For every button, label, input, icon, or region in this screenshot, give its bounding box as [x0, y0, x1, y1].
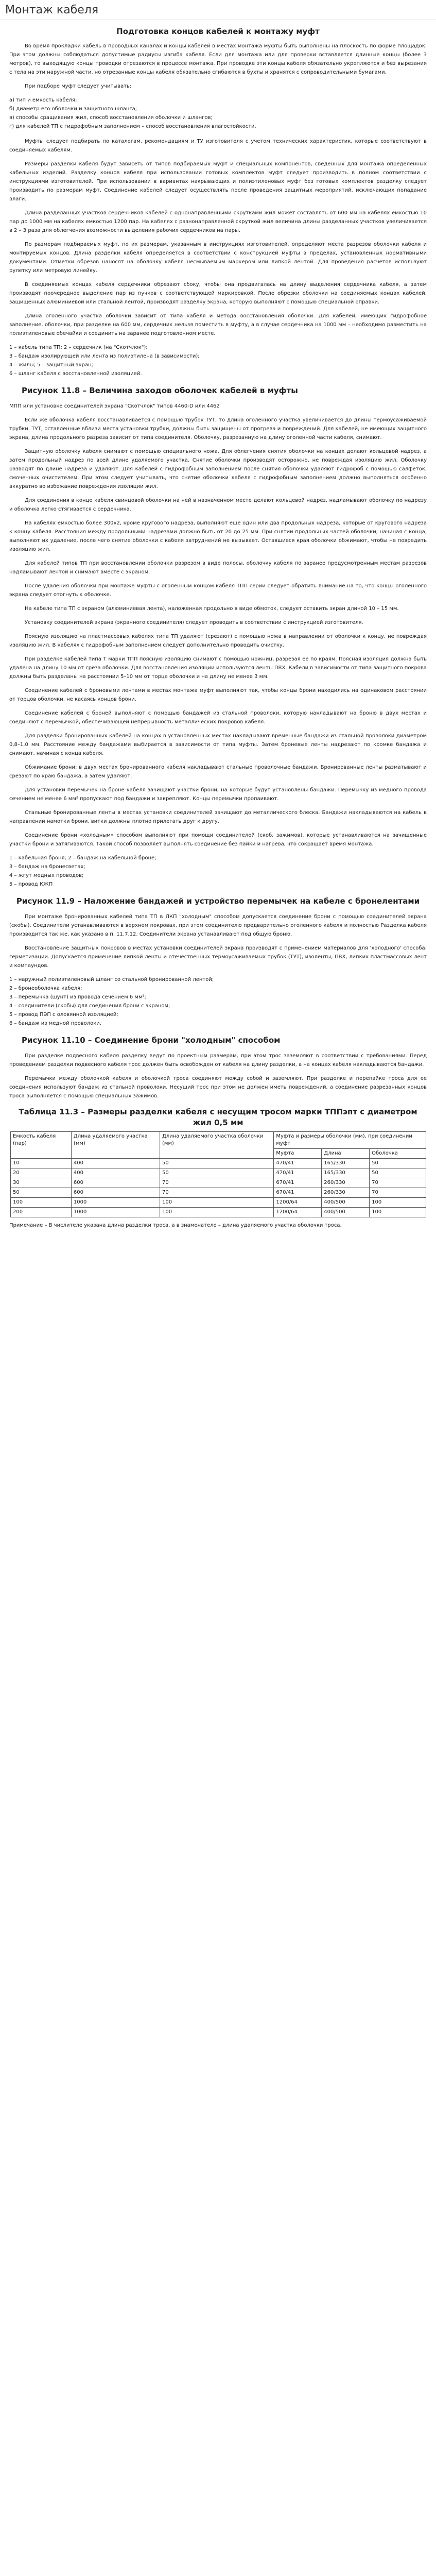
table-row [11, 1208, 426, 1217]
table-header-cell: Муфта [274, 1149, 322, 1159]
paragraph-block [9, 1052, 427, 1100]
table-cell: 400 [71, 1168, 160, 1178]
paragraph: Стальные бронированные ленты в местах установки соединителей зачищают до металлического блеска. Бандажи накладываются на кабель в направлении намотки брони, витки должны плотно прилегать друг к другу. [9, 810, 427, 824]
table-cell: 50 [370, 1159, 426, 1168]
table-cell: 30 [11, 1178, 72, 1188]
table-cell: 70 [370, 1188, 426, 1198]
table-cell: 670/41 [274, 1188, 322, 1198]
list-item: г) для кабелей ТП с гидрофобным заполнением – способ восстановления влагостойкости. [9, 124, 256, 129]
table-cell: 400/500 [322, 1208, 370, 1217]
paragraph: Соединение брони «холодным» способом выполняют при помощи соединителей (скоб, зажимов), которые устанавливаются на зачищенные участки брони и затягиваются. Такой способ позволяет выполнять соединение без пайки и нагрева, что сокращает время монтажа. [9, 833, 427, 847]
table-cell: 100 [160, 1198, 274, 1208]
table-note: Примечание – В числителе указана длина разделки троса, а в знаменателе – длина удаляемого участка оболочки троса. [9, 1223, 342, 1228]
paragraph: Поясную изоляцию на пластмассовых кабелях типа ТП удаляют (срезают) с помощью ножа в направлении от оболочки к концу, не повреждая изоляцию жил. В кабелях с гидрофобным заполнением следует дополнительно проводить очистку. [9, 634, 427, 648]
list-item: б) диаметр его оболочки и защитного шланга; [9, 106, 137, 112]
legend-item: 6 – бандаж из медной проволоки. [9, 1021, 101, 1026]
table-cell: 50 [370, 1168, 426, 1178]
legend-item: 4 – соединители (скобы) для соединения брони с экраном; [9, 1003, 170, 1009]
table-cell: 600 [71, 1188, 160, 1198]
table-cell: 50 [160, 1168, 274, 1178]
table-cell: 100 [11, 1198, 72, 1208]
paragraph: При подборе муфт следует учитывать: [25, 83, 132, 89]
legend-item: 6 – шланг кабеля с восстановленной изоляцией. [9, 371, 142, 377]
paragraph: В соединяемых концах кабеля сердечники обрезают сбоку, чтобы она продвигалась на длину выделения сердечника кабеля, а затем производят поочередное выделение пар из пучков с соответствующей маркировкой. После обрезки оболочки на соединяемых концах кабелей, защищенных алюминиевой или стальной лентой, производят разделку экрана, которую выполняют с помощью специальной оправки. [9, 282, 427, 305]
table-row [11, 1159, 426, 1168]
legend-item: 5 – провод ПЭП с оловянной изоляцией; [9, 1012, 118, 1018]
paragraph: По размерам подбираемых муфт, по их размерам, указанным в инструкциях изготовителей, определяют места разрезов оболочки кабеля и монтируемых концов. Длина разделки кабеля определяется в соответствии с конструкцией муфты в пределах, установленных нормативными документами. Отметки обрезов наносят на оболочку кабеля несмываемым маркером или липкой лентой. Для проведения расчетов используют рулетку или метровую линейку. [9, 242, 427, 274]
figure-caption: Рисунок 11.10 – Соединение брони "холодным" способом [22, 1036, 281, 1045]
table-cell: 670/41 [274, 1178, 322, 1188]
table-title: Таблица 11.3 – Размеры разделки кабеля с несущим тросом марки ТППэпт с диаметром жил 0,5 мм [19, 1107, 417, 1127]
table-cell: 470/41 [274, 1168, 322, 1178]
paragraph: Перемычки между оболочкой кабеля и оболочкой троса соединяют между собой и заземляют. При разделке и перепайке троса для ее соединения используют бандаж из стальной проволоки. Несущий трос при этом не должен иметь повреждений, а соединение разрезанных концов троса выполняется с помощью специальных зажимов. [9, 1076, 427, 1099]
table-header-cell: Емкость кабеля (пар) [11, 1132, 72, 1159]
figure-legend [9, 343, 427, 378]
paragraph: Для кабелей типов ТП при восстановлении оболочки разрезом в виде полосы, оболочку кабеля по заранее предусмотренным местам разрезов надламывают лентой и снимают вместе с экраном. [9, 561, 427, 575]
table-cell: 200 [11, 1208, 72, 1217]
legend-item: 4 – жгут медных проводов; [9, 873, 84, 878]
figure-caption: Рисунок 11.8 – Величина заходов оболочек кабелей в муфты [22, 386, 298, 395]
paragraph: После удаления оболочки при монтаже муфты с оголенным концом кабеля ТПП серии следует обратить внимание на то, что концы оголенного экрана следует отогнуть к оболочке. [9, 583, 427, 598]
paragraph: Защитную оболочку кабеля снимают с помощью специального ножа. Для облегчения снятия оболочки на концах делают кольцевой надрез, а затем продольный надрез по всей длине удаляемого участка. Снятие оболочки производят осторожно, не повреждая изоляцию жил. Оболочку разводят по длине надреза и удаляют. Для кабелей с гидрофобным заполнением после снятия оболочки удаляют гидрофоб с помощью салфеток, смоченных очистителем. При этом следует учитывать, что снятие оболочки кабеля с гидрофобным заполнением должно выполняться особенно аккуратно во избежание повреждения изоляции жил. [9, 449, 427, 489]
paragraph: Для установки перемычек на броне кабеля зачищают участки брони, на которые будут установлены бандажи. Перемычку из медного провода сечением не менее 6 мм² пропускают под бандажи и закрепляют. Концы перемычки пропаивают. [9, 787, 427, 802]
page-title: Монтаж кабеля [0, 0, 436, 20]
table-header-cell: Оболочка [370, 1149, 426, 1159]
paragraph: МПП или установке соединителей экрана "Скотчлок" типов 4460-D или 4462 [9, 403, 220, 409]
legend-item: 1 – кабель типа ТП; 2 – сердечник (на "Скотчлок"); [9, 345, 148, 350]
muff-selection-list [9, 96, 427, 131]
legend-item: 1 – наружный полиэтиленовый шланг со стальной бронированной лентой; [9, 977, 214, 982]
table-row [11, 1178, 426, 1188]
paragraph: Размеры разделки кабеля будут зависеть от типов подбираемых муфт и специальных компонентов, сведенных для монтажа определенных кабельных изделий. Разделку концов кабеля при использовании готовых комплектов муфт следует производить в полном соответствии с инструкциями изготовителей. При использовании в вариантах накрывающих и полиэтиленовых муфт без готовых комплектов разделку следует производить по размерам муфт. Соединение кабелей следует осуществлять после проведения защитных мероприятий, исключающих попадание влаги. [9, 161, 427, 202]
paragraph: При монтаже бронированных кабелей типа ТП в ЛКП "холодным" способом допускается соединение брони с помощью соединителей экрана (скобы). Соединители устанавливаются в верхнем покровах, при этом соединителю предварительно оголенного кабеля и полностью Разделка кабеля производится так же, как указано в п. 11.7.12. Соединители экрана устанавливают под общую броню. [9, 914, 427, 937]
paragraph: Для соединения в конце кабеля свинцовой оболочки на ней в назначенном месте делают кольцевой надрез, надламывают оболочку по надрезу и оболочка легко стягивается с сердечника. [9, 498, 427, 512]
legend-item: 3 – бандаж изолирующей или лента из полиэтилена (в зависимости); [9, 353, 200, 359]
table-cell: 50 [11, 1188, 72, 1198]
paragraph: Установку соединителей экрана (экранного соединителя) следует проводить в соответствии с инструкцией изготовителя. [25, 620, 363, 625]
article-content [0, 26, 436, 1230]
paragraph-block [9, 42, 427, 91]
table-cell: 470/41 [274, 1159, 322, 1168]
legend-item: 4 – жилы; 5 – защитный экран; [9, 362, 93, 368]
table-row [11, 1168, 426, 1178]
table-cell: 70 [160, 1178, 274, 1188]
legend-item: 3 – перемычка (шунт) из провода сечением 6 мм²; [9, 994, 146, 1000]
table-cell: 100 [370, 1198, 426, 1208]
table-cell: 10 [11, 1159, 72, 1168]
figure-legend [9, 854, 427, 889]
paragraph: При разделке подвесного кабеля разделку ведут по проектным размерам, при этом трос заземляют в соответствии с требованиями. Перед проведением разделки подвесного кабеля трос должен быть освобожден от кабеля на длину разделки, а на концах кабеля накладываются бандажи. [9, 1053, 427, 1067]
paragraph: Обжимание брони: в двух местах бронированного кабеля накладывают стальные проволочные бандажи. Бронированные ленты разматывают и срезают по краю бандажа, а затем удаляют. [9, 765, 427, 779]
paragraph: Восстановление защитных покровов в местах установки соединителей экрана производят с применением материалов для 'холодного' способа: герметизации. Допускается применение липкой ленты и отечественных термоусаживаемых трубок (ТУТ), изоленты, ПВХ, липких пластмассовых лент и компаундов. [9, 945, 427, 969]
table-header-cell: Муфта и размеры оболочки (мм), при соединении муфт [274, 1132, 426, 1149]
legend-item: 5 – провод КЖП [9, 882, 53, 887]
paragraph: Для разделки бронированных кабелей на концах в установленных местах накладывают временные бандажи из стальной проволоки диаметром 0,8–1,0 мм. Расстояние между бандажами выбирается в зависимости от типа муфты. Затем броневые ленты надрезают по кромке бандажа и снимают, начиная с конца кабеля. [9, 733, 427, 756]
table-cell: 600 [71, 1178, 160, 1188]
table-cell: 400/500 [322, 1198, 370, 1208]
paragraph: Длина оголенного участка оболочки зависит от типа кабеля и метода восстановления оболочки. Для кабелей, имеющих гидрофобное заполнение, оболочки, при разделке на 600 мм, сердечник нельзя поместить в муфту, а в случае сердечника на 1000 мм – необходимо разместить на полиэтиленовые обечайки и соединить на заранее подготовленном месте. [9, 313, 427, 336]
table-cell: 20 [11, 1168, 72, 1178]
table-cell: 1000 [71, 1198, 160, 1208]
table-cell: 1200/64 [274, 1198, 322, 1208]
paragraph: Соединение кабелей с броней выполняют с помощью бандажей из стальной проволоки, которую накладывают на броню в двух местах и соединяют с перемычкой, обеспечивающей непрерывность металлических покровов кабеля. [9, 710, 427, 725]
paragraph: Во время прокладки кабель в проводных каналах и концы кабелей в местах монтажа муфты быть выполнены на плоскость по форме площадок. При этом должны соблюдаться допустимые радиусы изгиба кабеля. Если для монтажа или для проверки вставляется длинные концы (более 3 метров), то выходящую концы проводки отрезаются в процессе монтажа. При проводке эти концы кабеля обязательно укрепляются и без вырезания с тела на эти наружной части, но отрезанные концы кабеля обязательно сгибаются в бухты и хранятся с сопроводительными бумагами. [9, 43, 427, 75]
paragraph: При разделке кабелей типа Т марки ТПП поясную изоляцию снимают с помощью ножниц, разрезая ее по краям. Поясная изоляция должна быть удалена на длину 10 мм от среза оболочки. Для восстановления изоляции используются ленты ПВХ. Кабели в зависимости от типа защитного покрова должны быть разделаны на расстоянии 5–10 мм от торца оболочки и на длину не менее 3 мм. [9, 656, 427, 680]
table-cell: 1000 [71, 1208, 160, 1217]
legend-item: 2 – бронеоболочка кабеля; [9, 986, 82, 991]
legend-item: 3 – бандаж на бронесветах; [9, 864, 85, 870]
table-cell: 260/330 [322, 1188, 370, 1198]
table-cell: 100 [370, 1208, 426, 1217]
table-header-row [11, 1132, 426, 1149]
table-cell: 165/330 [322, 1159, 370, 1168]
paragraph: Если же оболочка кабеля восстанавливается с помощью трубок ТУТ, то длина оголенного участка увеличивается до длины термоусаживаемой трубки. ТУТ, оставленные вблизи места установки трубки, должны быть защищены от прогрева и повреждений. Для кабелей, не имеющих защитного экрана, длина продольного разреза зависит от типа соединителя. Оболочку, разрезанную на длину оголенной части кабеля, снимают. [9, 417, 427, 440]
figure-caption: Рисунок 11.9 – Наложение бандажей и устройство перемычек на кабеле с бронелентами [16, 896, 420, 906]
list-item: в) способы сращивания жил, способ восстановления оболочки и шлангов; [9, 115, 213, 121]
table-cell: 70 [370, 1178, 426, 1188]
list-item: а) тип и емкость кабеля; [9, 97, 77, 103]
table-cell: 50 [160, 1159, 274, 1168]
paragraph-block [9, 912, 427, 970]
paragraph: На кабелях емкостью более 300х2, кроме кругового надреза, выполняют еще один или два продольных надреза, которые от кругового надреза к концу кабеля. Расстояния между продольными надрезами должно быть от 20 до 25 мм. При снятии продольных частей оболочки, начиная с конца, выполняют их удаление, после чего снятие оболочки с кабеля затруднений не вызывает. Оставшиеся края оболочки обжимают, чтобы не повредить изоляцию жил. [9, 520, 427, 552]
cable-dimensions-table [10, 1131, 426, 1217]
section-title: Подготовка концов кабелей к монтажу муфт [116, 27, 320, 36]
table-cell: 165/330 [322, 1168, 370, 1178]
table-cell: 1200/64 [274, 1208, 322, 1217]
legend-item: 1 – кабельная броня; 2 – бандаж на кабельной броне; [9, 855, 156, 861]
paragraph-block [9, 402, 427, 849]
table-header-cell: Длина [322, 1149, 370, 1159]
paragraph: На кабеле типа ТП с экраном (алюминиевая лента), наложенная продольно в виде обмоток, следует оставить экран длиной 10 – 15 мм. [25, 606, 399, 612]
table-cell: 260/330 [322, 1178, 370, 1188]
figure-legend [9, 975, 427, 1028]
table-cell: 100 [160, 1208, 274, 1217]
table-header-cell: Длина удаляемого участка оболочки (мм) [160, 1132, 274, 1159]
paragraph: Муфты следует подбирать по каталогам, рекомендациям и ТУ изготовителя с учетом технических характеристик, которые соответствуют в соединяемых кабелям. [9, 139, 427, 153]
table-row [11, 1188, 426, 1198]
paragraph: Длина разделанных участков сердечников кабелей с однонаправленными скрутками жил может составлять от 600 мм на кабелях емкостью 10 пар до 1000 мм на кабелях емкостью 1200 пар. На кабелях с разнонаправленной скруткой жил величина длины разделанных участков увеличивается в 2 – 3 раза для облегчения возможности выделения рабочих сердечников на пары. [9, 210, 427, 233]
table-cell: 70 [160, 1188, 274, 1198]
table-header-cell: Длина удаляемого участка (мм) [71, 1132, 160, 1159]
paragraph-block [9, 137, 427, 338]
paragraph: Соединение кабелей с броневыми лентами в местах монтажа муфт выполняют так, чтобы концы брони находились на одинаковом расстоянии от торцов оболочки, не касаясь концов брони. [9, 688, 427, 702]
table-row [11, 1198, 426, 1208]
table-cell: 400 [71, 1159, 160, 1168]
